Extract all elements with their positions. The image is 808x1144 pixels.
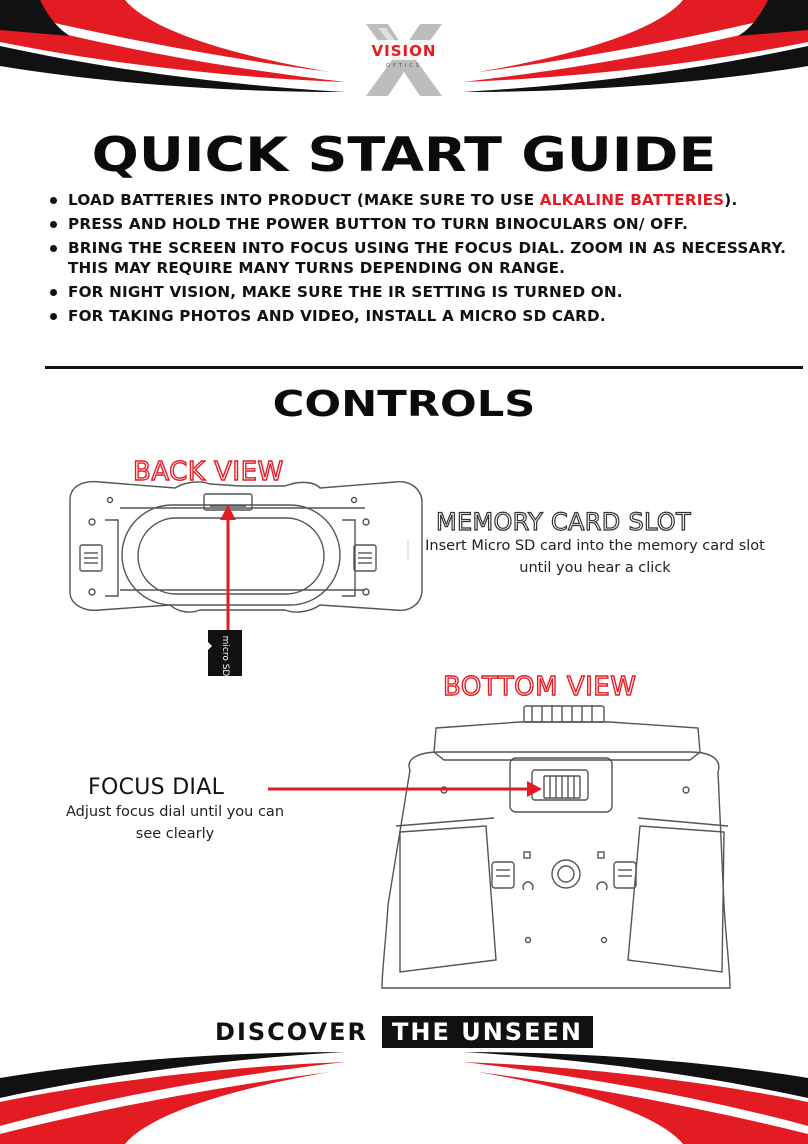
instruction-text: FOR NIGHT VISION, MAKE SURE THE IR SETTING IS TURNED ON.	[68, 283, 623, 301]
micro-sd-card-icon	[208, 630, 242, 676]
footer-tagline	[0, 1016, 808, 1048]
section-divider	[45, 366, 803, 369]
memory-card-slot-title: MEMORY CARD SLOT	[436, 508, 691, 536]
memory-slot-arrowhead	[220, 505, 236, 520]
logo-subtext: OPTICS	[385, 63, 423, 69]
instruction-text: FOR TAKING PHOTOS AND VIDEO, INSTALL A MICRO SD CARD.	[68, 307, 606, 325]
focus-dial-title: FOCUS DIAL	[88, 775, 225, 800]
tagline-discover: DISCOVER	[215, 1018, 368, 1046]
tagline-the-unseen: THE UNSEEN	[382, 1016, 593, 1048]
instruction-text: BRING THE SCREEN INTO FOCUS USING THE FOCUS DIAL. ZOOM IN AS NECESSARY. THIS MAY REQUIRE MANY TURNS DEPENDING ON RANGE.	[68, 239, 787, 277]
instruction-list	[48, 190, 788, 330]
instruction-text: LOAD BATTERIES INTO PRODUCT (MAKE SURE TO USE	[68, 191, 540, 209]
logo-text: VISION	[371, 42, 437, 60]
bottom-right-swoosh	[463, 1052, 808, 1144]
vision-logo	[360, 24, 448, 96]
bottom-view-diagram	[382, 706, 730, 988]
instruction-text: PRESS AND HOLD THE POWER BUTTON TO TURN BINOCULARS ON/ OFF.	[68, 215, 689, 233]
instruction-text-end: ).	[724, 191, 738, 209]
controls-heading: CONTROLS	[272, 384, 536, 425]
focus-dial-description: Adjust focus dial until you can see clearly	[65, 804, 285, 842]
page-title: QUICK START GUIDE	[91, 128, 717, 183]
focus-dial-arrowhead	[527, 781, 542, 797]
back-view-diagram	[70, 482, 422, 612]
instruction-item	[48, 238, 788, 278]
instruction-item	[48, 190, 788, 210]
instruction-item	[48, 306, 788, 326]
back-view-label: BACK VIEW	[133, 457, 284, 487]
instruction-highlight: ALKALINE BATTERIES	[539, 191, 725, 209]
instruction-item	[48, 214, 788, 234]
memory-card-slot-description: Insert Micro SD card into the memory card slot until you hear a click	[425, 538, 765, 576]
instruction-item	[48, 282, 788, 302]
top-right-swoosh	[463, 0, 808, 92]
bottom-left-swoosh	[0, 1052, 345, 1144]
bottom-view-label: BOTTOM VIEW	[443, 672, 637, 702]
top-left-swoosh	[0, 0, 345, 92]
sd-card-text: micro SD	[220, 635, 230, 677]
